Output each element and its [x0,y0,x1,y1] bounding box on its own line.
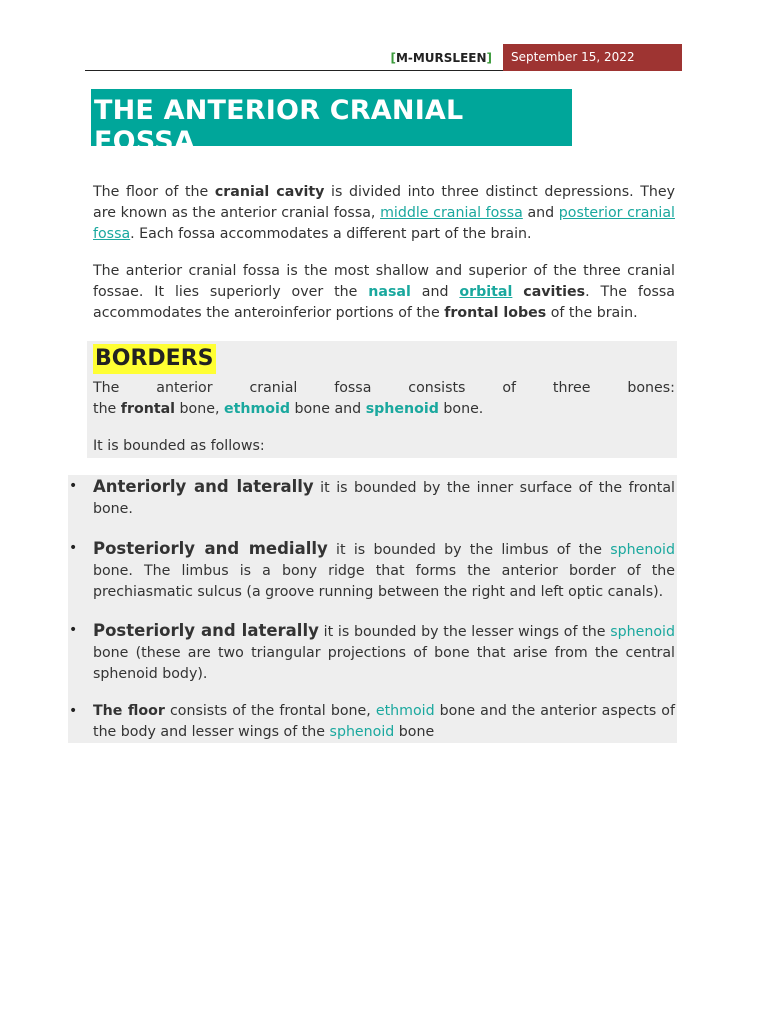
borders-heading: BORDERS [93,344,216,374]
bullet-icon: • [69,540,78,556]
page-title: THE ANTERIOR CRANIAL FOSSA [91,89,572,146]
author-label: [M-MURSLEEN] [390,51,492,65]
list-item: • The floor consists of the frontal bone, ethmoid bone and the anterior aspects of the body and lesser wings of the sphenoid bone [69,703,675,740]
orbital-link[interactable]: orbital [459,284,513,300]
author-name: M-MURSLEEN [395,51,487,65]
posterior-cranial-fossa-link[interactable]: posterior cranial fossa [93,205,675,242]
borders-section [87,341,677,458]
borders-description [93,378,675,420]
bullet-icon: • [69,478,78,494]
intro-paragraph-1: The floor of the cranial cavity is divided into three distinct depressions. They are known as the anterior cranial fossa, middle cranial fossa and posterior cranial fossa. Each fossa accommodates a different part of the brain. [93,184,675,242]
bullet-icon: • [69,622,78,638]
date-badge: September 15, 2022 [503,44,682,71]
bounds-list [68,475,677,743]
header-divider [85,70,503,71]
bullet-icon: • [69,703,78,719]
borders-line-1: The anterior cranial fossa consists of three bones: [93,380,675,396]
list-item: • Posteriorly and laterally it is bounded by the lesser wings of the sphenoid bone (these are two triangular projections of bone that arise from the central sphenoid body). [69,621,675,682]
middle-cranial-fossa-link[interactable]: middle cranial fossa [380,205,523,221]
intro-paragraph-2: The anterior cranial fossa is the most shallow and superior of the three cranial fossae. It lies superiorly over the nasal and orbital cavities. The fossa accommodates the anteroinferior portions of the frontal lobes of the brain. [93,263,675,321]
list-item: • Posteriorly and medially it is bounded by the limbus of the sphenoid bone. The limbus is a bony ridge that forms the anterior border of the prechiasmatic sulcus (a groove running between the right and left optic canals). [69,539,675,600]
borders-line-2: the frontal bone, ethmoid bone and sphenoid bone. [93,401,484,417]
document-header [85,44,682,72]
nasal-term: nasal [368,284,411,300]
bounded-intro: It is bounded as follows: [93,438,265,454]
list-item: • Anteriorly and laterally it is bounded by the inner surface of the frontal bone. [69,477,675,517]
